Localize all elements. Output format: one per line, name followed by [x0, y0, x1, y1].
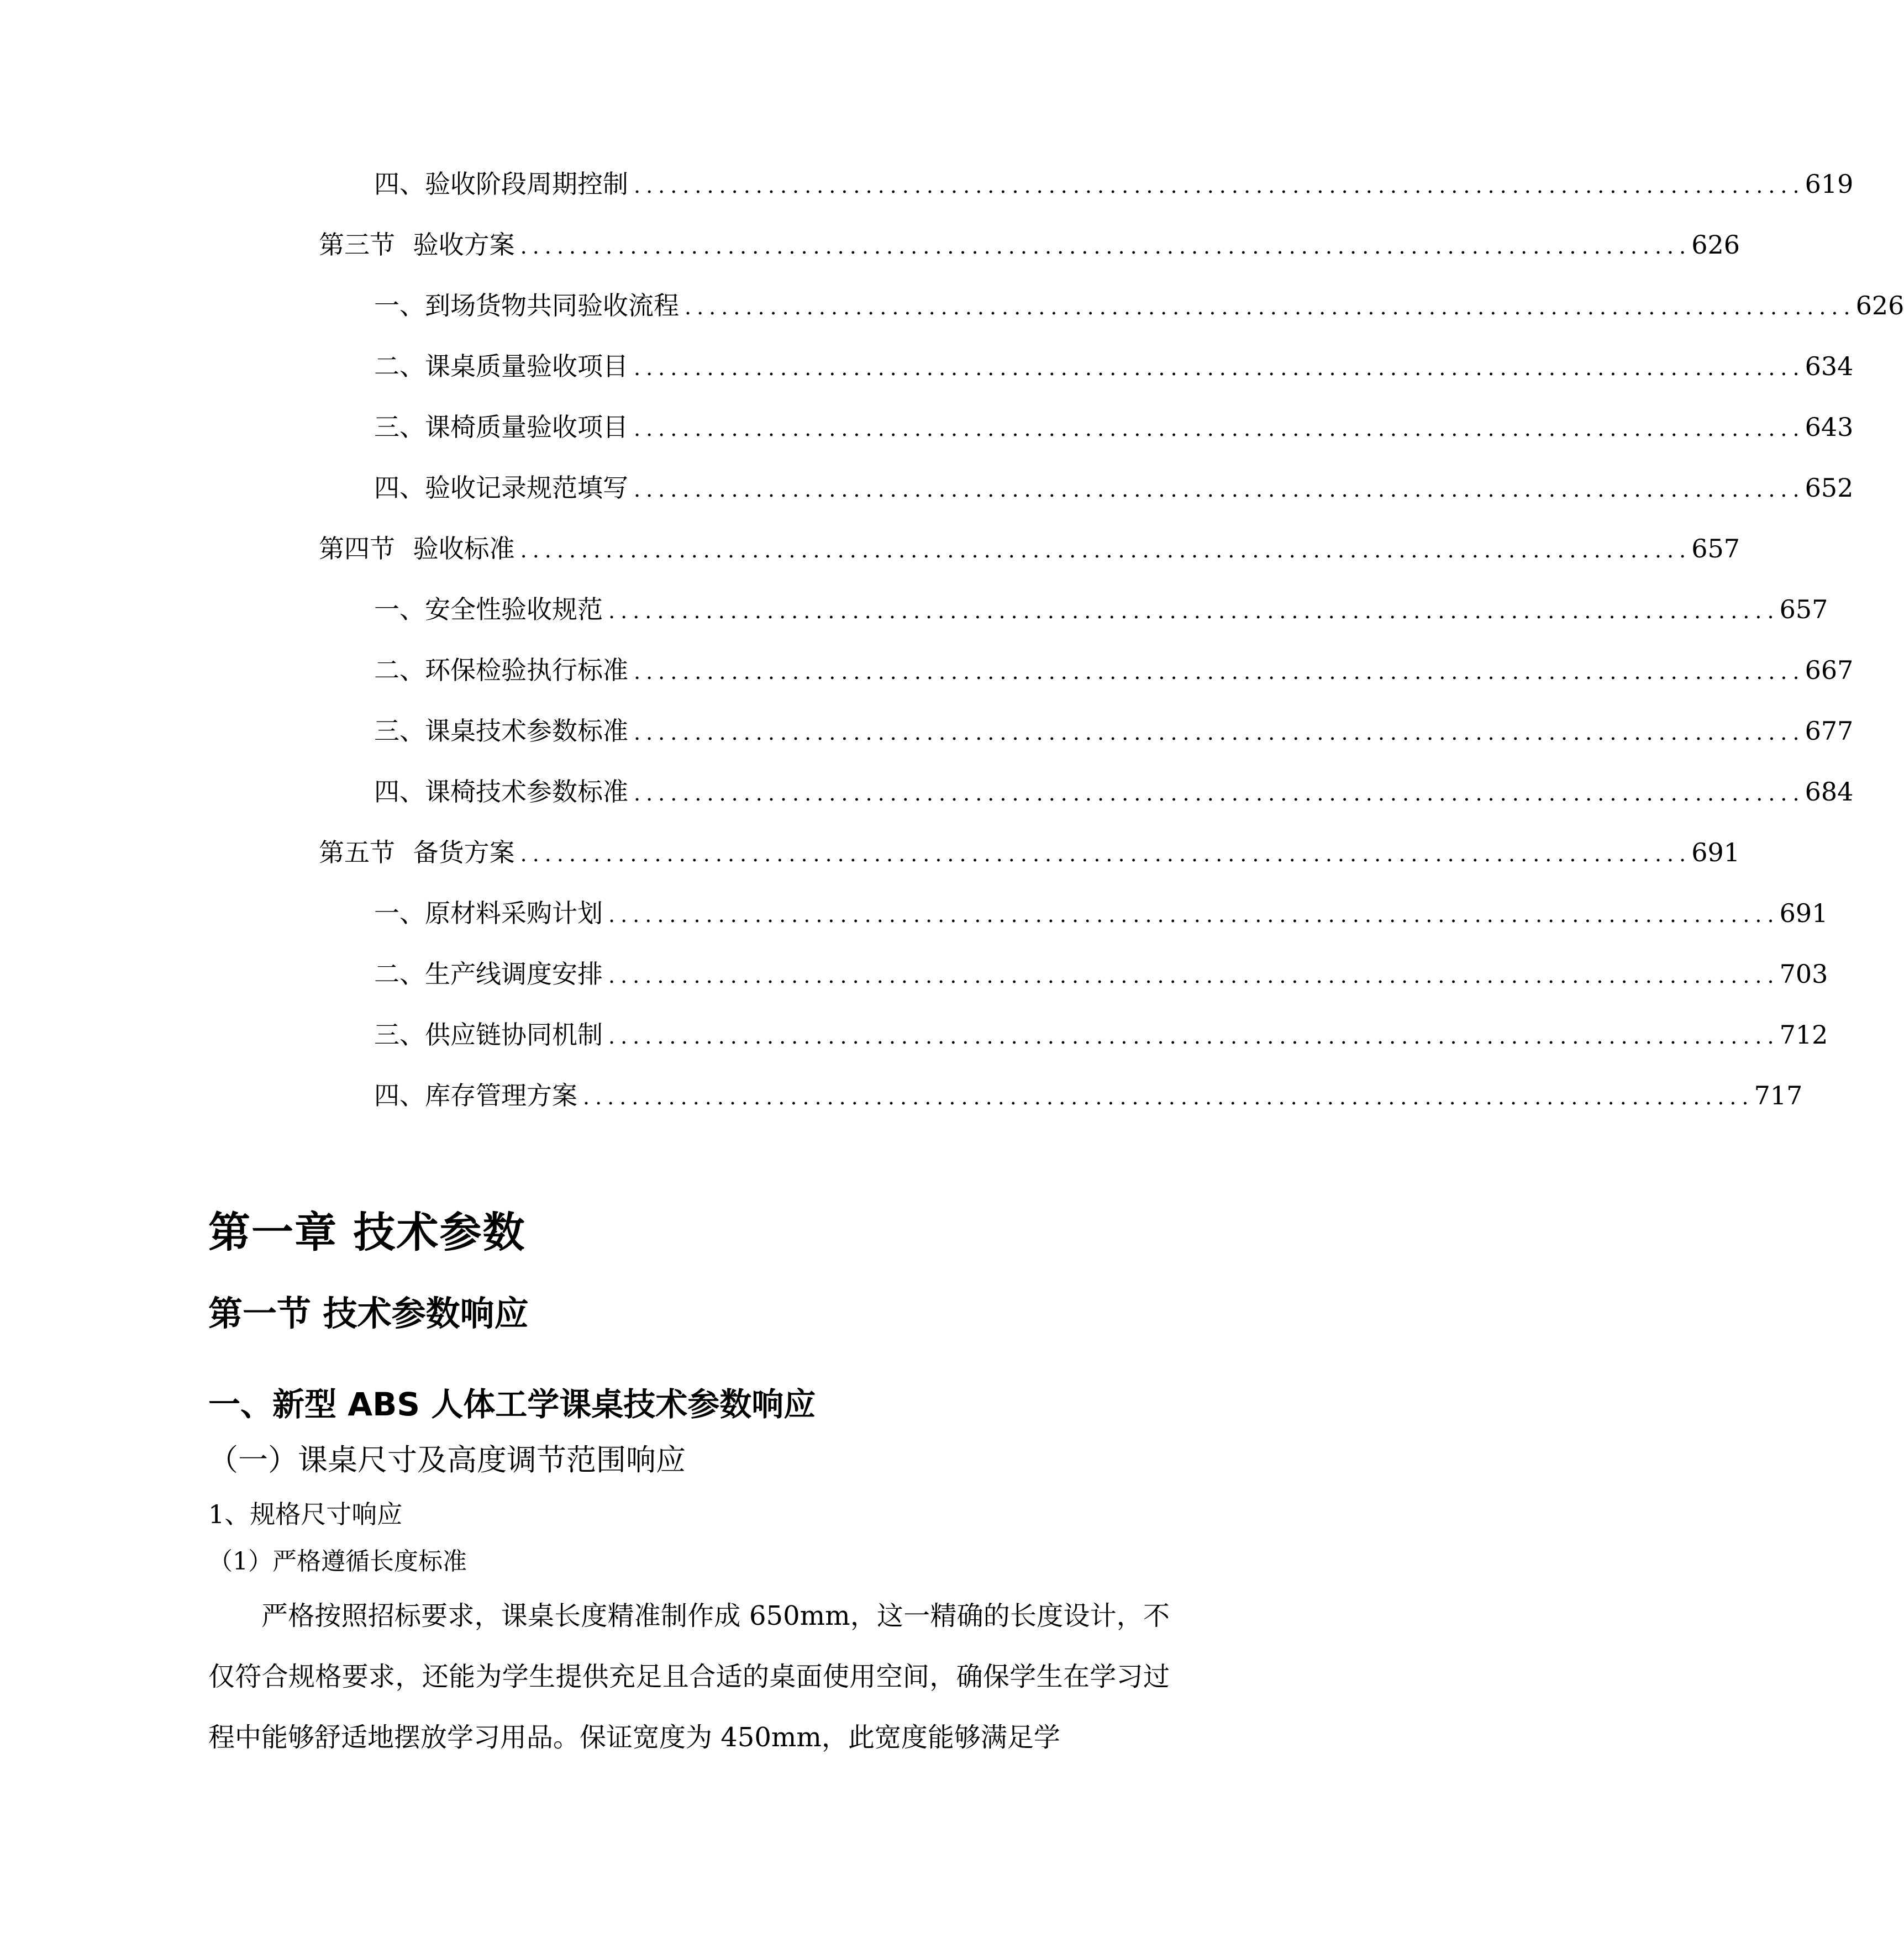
toc-leader-dots: ................................................................................................	[520, 538, 1692, 562]
toc-entry-page: 626	[1855, 291, 1904, 320]
toc-entry-number: 二、	[374, 655, 425, 685]
section-heading: 第一节 技术参数响应	[208, 1293, 529, 1334]
toc-entry-number: 四、	[374, 169, 425, 199]
toc-entry[interactable]	[374, 1015, 1828, 1054]
toc-entry[interactable]	[319, 225, 1740, 264]
toc-leader-dots: ................................................................................................	[634, 417, 1805, 441]
toc-entry-title: 备货方案	[413, 838, 515, 867]
toc-entry-page: 657	[1691, 534, 1740, 564]
toc-leader-dots: ................................................................................................	[608, 963, 1780, 988]
toc-entry-page: 626	[1691, 230, 1740, 260]
toc-entry[interactable]	[319, 529, 1740, 568]
toc-leader-dots: ................................................................................................	[634, 720, 1805, 745]
toc-leader-dots: ................................................................................................	[685, 295, 1856, 319]
toc-entry-number: 二、	[374, 351, 425, 381]
toc-leader-dots: ................................................................................................	[608, 1024, 1780, 1049]
toc-entry[interactable]	[319, 833, 1740, 872]
toc-entry-number: 四、	[374, 473, 425, 503]
toc-entry-page: 717	[1754, 1081, 1803, 1110]
toc-entry-page: 652	[1805, 473, 1854, 503]
toc-entry[interactable]	[374, 165, 1854, 203]
toc-entry-title: 验收阶段周期控制	[425, 169, 628, 199]
toc-entry-title: 环保检验执行标准	[425, 655, 628, 685]
toc-entry-number: 第四节	[319, 534, 395, 564]
toc-entry-number: 三、	[374, 412, 425, 442]
toc-entry-number: 三、	[374, 1020, 425, 1050]
toc-entry[interactable]	[374, 651, 1854, 689]
toc-entry-title: 安全性验收规范	[425, 594, 603, 624]
toc-entry[interactable]	[374, 590, 1828, 629]
toc-entry[interactable]	[374, 772, 1854, 811]
toc-leader-dots: ................................................................................................	[608, 599, 1780, 623]
toc-leader-dots: ................................................................................................	[520, 842, 1692, 866]
toc-leader-dots: ................................................................................................	[608, 903, 1780, 927]
toc-entry-title: 课桌技术参数标准	[425, 716, 628, 746]
toc-entry-page: 691	[1691, 838, 1740, 867]
toc-entry-number: 二、	[374, 959, 425, 989]
toc-entry-page: 634	[1805, 351, 1854, 381]
toc-entry-page: 677	[1805, 716, 1854, 746]
toc-entry-page: 684	[1805, 777, 1854, 807]
toc-entry-page: 703	[1779, 959, 1828, 989]
toc-entry-number: 第五节	[319, 838, 395, 867]
toc-entry-title: 到场货物共同验收流程	[425, 291, 679, 320]
toc-entry[interactable]	[374, 347, 1854, 386]
body-paragraph: 严格按照招标要求，课桌长度精准制作成 650mm，这一精确的长度设计，不仅符合规格要求，还能为学生提供充足且合适的桌面使用空间，确保学生在学习过程中能够舒适地摆放学习用品。保证宽度为 450mm，此宽度能够满足学	[208, 1600, 1170, 1753]
toc-entry-title: 验收记录规范填写	[425, 473, 628, 503]
toc-leader-dots: ................................................................................................	[634, 781, 1805, 805]
toc-entry[interactable]	[374, 712, 1854, 750]
toc-entry-title: 生产线调度安排	[425, 959, 603, 989]
toc-entry-title: 原材料采购计划	[425, 898, 603, 928]
toc-entry-page: 619	[1805, 169, 1854, 199]
toc-leader-dots: ................................................................................................	[634, 356, 1805, 380]
toc-entry-number: 四、	[374, 777, 425, 807]
toc-entry-page: 667	[1805, 655, 1854, 685]
chapter-heading: 第一章 技术参数	[208, 1208, 526, 1257]
toc-entry-title: 验收方案	[413, 230, 515, 260]
toc-entry-title: 验收标准	[413, 534, 515, 564]
toc-entry-number: 第三节	[319, 230, 395, 260]
subsection-heading: 一、新型 ABS 人体工学课桌技术参数响应	[208, 1386, 816, 1423]
toc-leader-dots: ................................................................................................	[583, 1085, 1754, 1109]
toc-entry-page: 691	[1779, 898, 1828, 928]
toc-entry[interactable]	[374, 408, 1854, 446]
toc-leader-dots: ................................................................................................	[634, 173, 1805, 198]
toc-entry-title: 课椅质量验收项目	[425, 412, 628, 442]
toc-entry-title: 课桌质量验收项目	[425, 351, 628, 381]
subitem-heading: （1）严格遵循长度标准	[208, 1547, 467, 1576]
toc-entry-title: 课椅技术参数标准	[425, 777, 628, 807]
toc-entry-page: 712	[1779, 1020, 1828, 1050]
toc-entry-number: 三、	[374, 716, 425, 746]
toc-entry[interactable]	[374, 955, 1828, 993]
toc-leader-dots: ................................................................................................	[634, 660, 1805, 684]
toc-entry[interactable]	[374, 468, 1854, 507]
toc-leader-dots: ................................................................................................	[520, 234, 1692, 259]
toc-entry-number: 一、	[374, 594, 425, 624]
item-heading: 1、规格尺寸响应	[208, 1499, 403, 1529]
toc-entry[interactable]	[374, 894, 1828, 933]
toc-entry-number: 四、	[374, 1081, 425, 1110]
toc-entry[interactable]	[374, 1076, 1803, 1115]
toc-entry-title: 库存管理方案	[425, 1081, 577, 1110]
toc-entry-number: 一、	[374, 898, 425, 928]
toc-entry-page: 643	[1805, 412, 1854, 442]
toc-entry-title: 供应链协同机制	[425, 1020, 603, 1050]
toc-entry-page: 657	[1779, 594, 1828, 624]
toc-leader-dots: ................................................................................................	[634, 477, 1805, 502]
toc-entry-number: 一、	[374, 291, 425, 320]
subsubsection-heading: （一）课桌尺寸及高度调节范围响应	[208, 1442, 686, 1477]
toc-entry[interactable]	[374, 286, 1904, 325]
